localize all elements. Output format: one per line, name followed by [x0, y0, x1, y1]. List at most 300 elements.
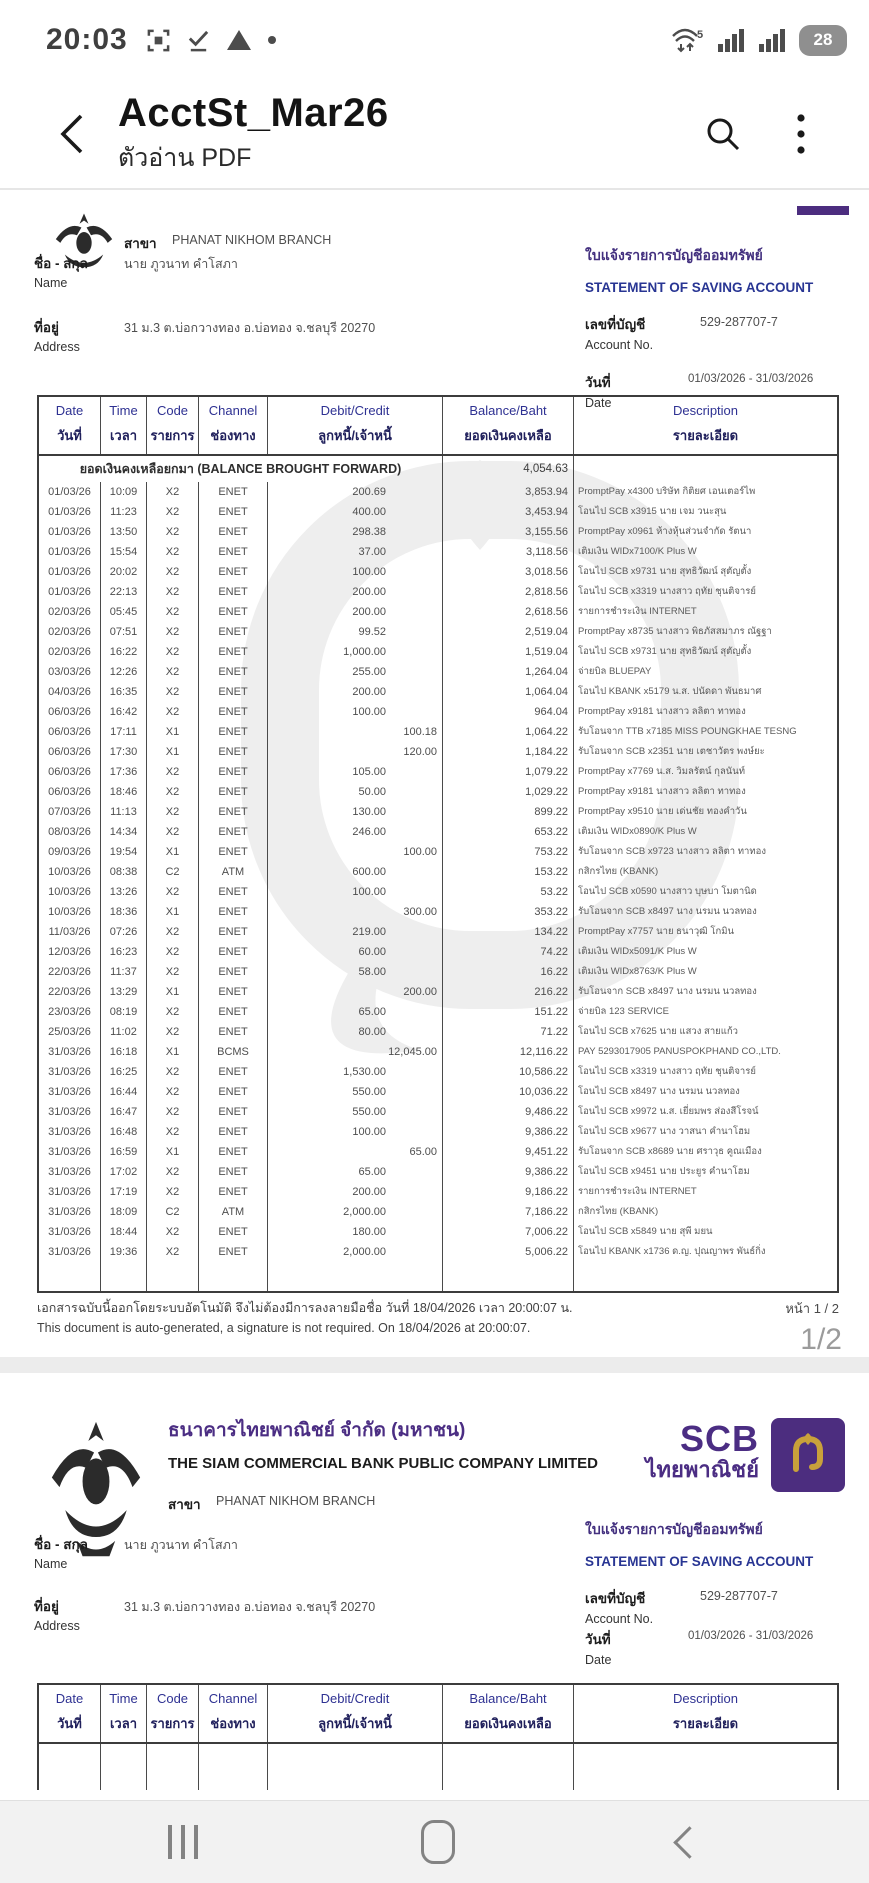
cell-description: จ่ายบิล BLUEPAY [578, 666, 652, 677]
cell-description: รายการชำระเงิน INTERNET [578, 1186, 697, 1197]
cell-code: X2 [147, 942, 199, 962]
table-row [39, 702, 837, 722]
cell-channel: ENET [199, 542, 268, 562]
cell-balance: 2,618.56 [443, 602, 574, 622]
branch-value: PHANAT NIKHOM BRANCH [172, 233, 332, 247]
cell-description: โอนไป SCB x3915 นาย เจม วนะสุน [578, 506, 727, 517]
table-row [39, 482, 837, 502]
cell-debit-credit: 100.00 [268, 702, 443, 722]
cell-time: 14:34 [101, 822, 147, 842]
branch-value: PHANAT NIKHOM BRANCH [216, 1494, 376, 1508]
cell-time: 11:02 [101, 1022, 147, 1042]
table-row [39, 1202, 837, 1222]
cell-balance: 1,184.22 [443, 742, 574, 762]
cell-time: 17:36 [101, 762, 147, 782]
cell-date: 23/03/26 [39, 1002, 101, 1022]
recents-button[interactable] [168, 1825, 198, 1859]
bank-name-th: ธนาคารไทยพาณิชย์ จำกัด (มหาชน) [168, 1420, 466, 1441]
col-time: Time เวลา [101, 397, 147, 454]
cell-time: 11:37 [101, 962, 147, 982]
cell-date: 31/03/26 [39, 1242, 101, 1262]
table-row [39, 1162, 837, 1182]
cell-time: 07:26 [101, 922, 147, 942]
cell-balance: 71.22 [443, 1022, 574, 1042]
nav-back-button[interactable] [673, 1826, 706, 1859]
date-range: 01/03/2026 - 31/03/2026 [688, 373, 814, 385]
cell-description: โอนไป SCB x3319 นางสาว ฤทัย ชุนติจารย์ [578, 586, 756, 597]
table-row [39, 1222, 837, 1242]
account-label-en: Account No. [585, 338, 654, 352]
cell-channel: ENET [199, 482, 268, 502]
android-nav-bar [0, 1800, 869, 1883]
table-row [39, 782, 837, 802]
document-title: AcctSt_Mar26 [118, 90, 389, 135]
cell-date: 11/03/26 [39, 922, 101, 942]
cell-balance: 1,029.22 [443, 782, 574, 802]
cell-code: X2 [147, 1162, 199, 1182]
cell-debit-credit: 100.00 [268, 842, 443, 862]
cell-code: X2 [147, 782, 199, 802]
cell-channel: ENET [199, 982, 268, 1002]
cell-channel: ENET [199, 1002, 268, 1022]
cell-channel: BCMS [199, 1042, 268, 1062]
cell-channel: ENET [199, 602, 268, 622]
date-range: 01/03/2026 - 31/03/2026 [688, 1630, 814, 1642]
table-row [39, 722, 837, 742]
status-bar [0, 0, 869, 80]
name-value: นาย ภูวนาท คำโสภา [124, 1538, 238, 1552]
cell-code: X2 [147, 642, 199, 662]
cell-balance: 134.22 [443, 922, 574, 942]
branch-label: สาขา [168, 1497, 201, 1512]
cell-debit-credit: 600.00 [268, 862, 443, 882]
branch-label: สาขา [124, 236, 157, 251]
cell-date: 01/03/26 [39, 482, 101, 502]
cell-code: X2 [147, 582, 199, 602]
pdf-page-1 [0, 190, 869, 1357]
cell-description: จ่ายบิล 123 SERVICE [578, 1006, 669, 1017]
cell-code: X2 [147, 802, 199, 822]
cell-channel: ENET [199, 1242, 268, 1262]
cell-date: 06/03/26 [39, 782, 101, 802]
cell-description: รายการชำระเงิน INTERNET [578, 606, 697, 617]
col-debit-credit: Debit/Credit ลูกหนี้/เจ้าหนี้ [268, 397, 443, 454]
table-row [39, 1022, 837, 1042]
cell-debit-credit: 219.00 [268, 922, 443, 942]
cell-description: PromptPay x9510 นาย เด่นชัย ทองคำวัน [578, 806, 747, 817]
cell-channel: ENET [199, 882, 268, 902]
col-code: Code รายการ [147, 1685, 199, 1742]
cell-description: รับโอนจาก SCB x8497 นาง นรมน นวลทอง [578, 986, 757, 997]
cell-time: 16:18 [101, 1042, 147, 1062]
col-description: Description รายละเอียด [672, 1691, 739, 1731]
table-row [39, 1002, 837, 1022]
cell-code: X2 [147, 562, 199, 582]
signal-bars-icon [758, 27, 786, 53]
cell-date: 03/03/26 [39, 662, 101, 682]
cell-date: 06/03/26 [39, 742, 101, 762]
cell-date: 01/03/26 [39, 542, 101, 562]
cell-channel: ATM [199, 862, 268, 882]
cell-date: 31/03/26 [39, 1102, 101, 1122]
cell-time: 18:36 [101, 902, 147, 922]
table-row [39, 1082, 837, 1102]
cell-balance: 10,036.22 [443, 1082, 574, 1102]
cell-date: 22/03/26 [39, 982, 101, 1002]
cell-debit-credit: 2,000.00 [268, 1202, 443, 1222]
table-row [39, 1142, 837, 1162]
cell-channel: ENET [199, 682, 268, 702]
bbf-balance: 4,054.63 [443, 456, 574, 482]
cell-date: 06/03/26 [39, 762, 101, 782]
table-row [39, 562, 837, 582]
cell-date: 10/03/26 [39, 862, 101, 882]
cell-description: PromptPay x0961 ห้างหุ้นส่วนจำกัด รัตนา [578, 526, 752, 537]
viewer-page-indicator: 1/2 [800, 1323, 842, 1356]
cell-description: รับโอนจาก SCB x2351 นาย เตชาวัตร พงษ์ยะ [578, 746, 765, 757]
cell-time: 13:26 [101, 882, 147, 902]
bank-name-en: THE SIAM COMMERCIAL BANK PUBLIC COMPANY LIMITED [168, 1455, 598, 1472]
cell-date: 07/03/26 [39, 802, 101, 822]
cell-code: C2 [147, 1202, 199, 1222]
cell-balance: 9,486.22 [443, 1102, 574, 1122]
cell-time: 13:29 [101, 982, 147, 1002]
col-time: Time เวลา [101, 1685, 147, 1742]
cell-time: 12:26 [101, 662, 147, 682]
cell-time: 16:25 [101, 1062, 147, 1082]
col-code: Code รายการ [147, 397, 199, 454]
cell-channel: ENET [199, 1122, 268, 1142]
table-row [39, 742, 837, 762]
cell-debit-credit: 65.00 [268, 1142, 443, 1162]
cell-channel: ENET [199, 1022, 268, 1042]
cell-date: 12/03/26 [39, 942, 101, 962]
name-label-en: Name [34, 1557, 68, 1571]
cell-code: X2 [147, 922, 199, 942]
battery-indicator: 28 [799, 25, 847, 56]
name-label-th: ชื่อ - สกุล [34, 1537, 88, 1552]
cell-description: โอนไป SCB x0590 นางสาว บุษบา โมตานิด [578, 886, 757, 897]
cell-balance: 9,451.22 [443, 1142, 574, 1162]
cell-time: 17:30 [101, 742, 147, 762]
cell-description: PromptPay x7757 นาย ธนาวุฒิ โกมิน [578, 926, 734, 937]
cell-description: โอนไป SCB x8497 นาง นรมน นวลทอง [578, 1086, 740, 1097]
cell-date: 31/03/26 [39, 1142, 101, 1162]
cell-code: X1 [147, 842, 199, 862]
cell-code: X2 [147, 702, 199, 722]
cell-description: PromptPay x7769 น.ส. วิมลรัตน์ กุลนันท์ [578, 766, 746, 777]
date-label-th: วันที่ [585, 1632, 611, 1647]
table-row [39, 802, 837, 822]
cell-time: 13:50 [101, 522, 147, 542]
cell-time: 22:13 [101, 582, 147, 602]
cell-description: เติมเงิน WIDx0890/K Plus W [578, 826, 697, 837]
name-label-en: Name [34, 276, 68, 290]
cell-debit-credit: 300.00 [268, 902, 443, 922]
back-chevron-icon [59, 112, 85, 156]
table-header-row [39, 397, 837, 456]
cell-date: 02/03/26 [39, 642, 101, 662]
address-value: 31 ม.3 ต.บ่อกวางทอง อ.บ่อทอง จ.ชลบุรี 20270 [124, 1600, 376, 1614]
cell-description: PromptPay x8735 นางสาว พิธภัสสมาภร ณัฐฐา [578, 626, 772, 637]
cell-balance: 1,064.22 [443, 722, 574, 742]
cell-balance: 3,453.94 [443, 502, 574, 522]
statement-title-en: STATEMENT OF SAVING ACCOUNT [585, 1554, 814, 1569]
statement-title-th: ใบแจ้งรายการบัญชีออมทรัพย์ [585, 247, 763, 263]
cell-date: 01/03/26 [39, 562, 101, 582]
cell-description: โอนไป SCB x9731 นาย สุทธิวัฒน์ สุตัญตั้ง [578, 566, 752, 577]
table-row [39, 642, 837, 662]
cell-description: โอนไป SCB x9731 นาย สุทธิวัฒน์ สุตัญตั้ง [578, 646, 752, 657]
cell-time: 18:09 [101, 1202, 147, 1222]
cell-balance: 7,006.22 [443, 1222, 574, 1242]
cell-channel: ENET [199, 1222, 268, 1242]
cell-description: โอนไป SCB x9677 นาง วาสนา คำนาโฮม [578, 1126, 751, 1137]
cell-code: X2 [147, 662, 199, 682]
cell-balance: 53.22 [443, 882, 574, 902]
cell-debit-credit: 200.00 [268, 602, 443, 622]
cell-debit-credit: 298.38 [268, 522, 443, 542]
auto-generated-note-th: เอกสารฉบับนี้ออกโดยระบบอัตโนมัติ จึงไม่ต้องมีการลงลายมือชื่อ วันที่ 18/04/2026 เวลา 20:00:07 น. [37, 1301, 573, 1315]
cell-debit-credit: 246.00 [268, 822, 443, 842]
cell-debit-credit: 65.00 [268, 1162, 443, 1182]
cell-date: 06/03/26 [39, 722, 101, 742]
cell-channel: ENET [199, 702, 268, 722]
cell-date: 25/03/26 [39, 1022, 101, 1042]
cell-balance: 9,386.22 [443, 1162, 574, 1182]
cell-time: 10:09 [101, 482, 147, 502]
scb-logo-cropped [797, 206, 849, 215]
cell-description: โอนไป KBANK x5179 น.ส. ปนัดดา พันธมาศ [578, 686, 762, 697]
cell-code: X2 [147, 1122, 199, 1142]
cell-channel: ENET [199, 782, 268, 802]
cell-debit-credit: 200.69 [268, 482, 443, 502]
warning-icon [226, 28, 252, 52]
cell-description: โอนไป SCB x7625 นาย แสวง สายแก้ว [578, 1026, 738, 1037]
document-title-block [118, 91, 389, 178]
col-balance: Balance/Baht ยอดเงินคงเหลือ [443, 1685, 574, 1742]
table-row [39, 522, 837, 542]
cell-channel: ENET [199, 1142, 268, 1162]
cell-code: X2 [147, 1002, 199, 1022]
cell-channel: ATM [199, 1202, 268, 1222]
cell-code: X2 [147, 1062, 199, 1082]
cell-channel: ENET [199, 742, 268, 762]
cell-description: เติมเงิน WIDx7100/K Plus W [578, 546, 697, 557]
table-row [39, 662, 837, 682]
cell-channel: ENET [199, 1062, 268, 1082]
col-channel: Channel ช่องทาง [199, 1685, 268, 1742]
statement-title-en: STATEMENT OF SAVING ACCOUNT [585, 280, 814, 295]
transactions-table [37, 395, 839, 1293]
app-name: ตัวอ่าน PDF [118, 143, 252, 172]
cell-time: 16:44 [101, 1082, 147, 1102]
cell-channel: ENET [199, 1182, 268, 1202]
cell-time: 11:23 [101, 502, 147, 522]
signal-bars-icon [717, 27, 745, 53]
cell-date: 04/03/26 [39, 682, 101, 702]
cell-balance: 3,853.94 [443, 482, 574, 502]
cell-time: 18:46 [101, 782, 147, 802]
cell-code: X2 [147, 622, 199, 642]
cell-channel: ENET [199, 722, 268, 742]
cell-balance: 1,264.04 [443, 662, 574, 682]
cell-debit-credit: 12,045.00 [268, 1042, 443, 1062]
cell-code: X2 [147, 1082, 199, 1102]
cell-description: โอนไป KBANK x1736 ด.ญ. ปุณญาพร พันธ์กิ่ง [578, 1246, 766, 1257]
cell-balance: 74.22 [443, 942, 574, 962]
cell-date: 01/03/26 [39, 582, 101, 602]
cell-date: 10/03/26 [39, 902, 101, 922]
table-row [39, 982, 837, 1002]
pdf-viewer-scroll-area[interactable] [0, 190, 869, 1800]
date-label-th: วันที่ [585, 375, 611, 390]
cell-balance: 2,519.04 [443, 622, 574, 642]
dot-icon [267, 35, 277, 45]
cell-balance: 153.22 [443, 862, 574, 882]
cell-code: X2 [147, 482, 199, 502]
app-bar [0, 80, 869, 188]
cell-description: รับโอนจาก SCB x8497 นาง นรมน นวลทอง [578, 906, 757, 917]
cell-balance: 10,586.22 [443, 1062, 574, 1082]
table-row [39, 1042, 837, 1062]
page-number-label: หน้า 1 / 2 [785, 1301, 839, 1316]
appbar-actions [703, 113, 869, 155]
cell-time: 07:51 [101, 622, 147, 642]
cell-date: 31/03/26 [39, 1062, 101, 1082]
table-row [39, 942, 837, 962]
cell-balance: 3,155.56 [443, 522, 574, 542]
cell-channel: ENET [199, 762, 268, 782]
cell-date: 02/03/26 [39, 602, 101, 622]
transactions-table-page2 [37, 1683, 839, 1790]
cell-balance: 2,818.56 [443, 582, 574, 602]
cell-time: 11:13 [101, 802, 147, 822]
cell-balance: 1,519.04 [443, 642, 574, 662]
cell-channel: ENET [199, 642, 268, 662]
table-body [39, 482, 837, 1262]
cell-time: 19:54 [101, 842, 147, 862]
cell-channel: ENET [199, 942, 268, 962]
table-row [39, 922, 837, 942]
cell-code: X2 [147, 602, 199, 622]
cell-code: X1 [147, 1042, 199, 1062]
table-row [39, 1122, 837, 1142]
back-button[interactable] [52, 104, 92, 164]
table-row [39, 882, 837, 902]
cell-channel: ENET [199, 582, 268, 602]
cell-code: X2 [147, 522, 199, 542]
cell-debit-credit: 99.52 [268, 622, 443, 642]
cell-description: PAY 5293017905 PANUSPOKPHAND CO.,LTD. [578, 1046, 781, 1057]
empty-table-body [39, 1744, 837, 1790]
address-value: 31 ม.3 ต.บ่อกวางทอง อ.บ่อทอง จ.ชลบุรี 20270 [124, 321, 376, 335]
date-label-en: Date [585, 1653, 612, 1667]
status-left-icons [146, 28, 277, 53]
cell-channel: ENET [199, 522, 268, 542]
cell-debit-credit: 1,530.00 [268, 1062, 443, 1082]
cell-time: 16:59 [101, 1142, 147, 1162]
cell-code: X1 [147, 902, 199, 922]
cell-debit-credit: 120.00 [268, 742, 443, 762]
table-row [39, 622, 837, 642]
cell-balance: 216.22 [443, 982, 574, 1002]
table-row [39, 1102, 837, 1122]
search-icon[interactable] [703, 114, 743, 154]
table-row [39, 602, 837, 622]
cell-code: X2 [147, 762, 199, 782]
home-button[interactable] [421, 1820, 455, 1864]
cell-time: 19:36 [101, 1242, 147, 1262]
cell-balance: 353.22 [443, 902, 574, 922]
cell-code: X1 [147, 1142, 199, 1162]
cell-debit-credit: 100.00 [268, 562, 443, 582]
cell-date: 09/03/26 [39, 842, 101, 862]
name-value: นาย ภูวนาท คำโสภา [124, 257, 238, 271]
cell-description: โอนไป SCB x9972 น.ส. เยี่ยมพร ส่องสีโรจน์ [578, 1106, 759, 1117]
account-label-th: เลขที่บัญชี [585, 317, 646, 332]
cell-date: 31/03/26 [39, 1042, 101, 1062]
table-row [39, 502, 837, 522]
cell-debit-credit: 130.00 [268, 802, 443, 822]
account-number: 529-287707-7 [700, 315, 778, 329]
cell-time: 18:44 [101, 1222, 147, 1242]
cell-balance: 151.22 [443, 1002, 574, 1022]
cell-debit-credit: 400.00 [268, 502, 443, 522]
cell-debit-credit: 200.00 [268, 1182, 443, 1202]
address-label-th: ที่อยู่ [34, 1599, 59, 1614]
cell-time: 16:42 [101, 702, 147, 722]
cell-debit-credit: 255.00 [268, 662, 443, 682]
kebab-menu-icon[interactable] [795, 113, 807, 155]
cell-debit-credit: 58.00 [268, 962, 443, 982]
account-label-en: Account No. [585, 1612, 654, 1626]
cell-time: 16:35 [101, 682, 147, 702]
name-label-th: ชื่อ - สกุล [34, 256, 88, 271]
cell-debit-credit: 180.00 [268, 1222, 443, 1242]
cell-description: รับโอนจาก SCB x9723 นางสาว ลลิตา ทาทอง [578, 846, 766, 857]
table-row [39, 902, 837, 922]
cell-balance: 9,186.22 [443, 1182, 574, 1202]
table-row [39, 962, 837, 982]
cell-debit-credit: 200.00 [268, 682, 443, 702]
cell-channel: ENET [199, 662, 268, 682]
cell-debit-credit: 550.00 [268, 1102, 443, 1122]
svg-text:5: 5 [697, 29, 704, 41]
address-label-th: ที่อยู่ [34, 320, 59, 335]
cell-debit-credit: 2,000.00 [268, 1242, 443, 1262]
cell-date: 31/03/26 [39, 1122, 101, 1142]
cell-description: รับโอนจาก TTB x7185 MISS POUNGKHAE TESNG [578, 726, 797, 737]
cell-debit-credit: 60.00 [268, 942, 443, 962]
cell-channel: ENET [199, 1102, 268, 1122]
cell-channel: ENET [199, 902, 268, 922]
cell-code: X2 [147, 1242, 199, 1262]
cell-balance: 16.22 [443, 962, 574, 982]
cell-code: X1 [147, 722, 199, 742]
date-label-en: Date [585, 396, 612, 410]
cell-balance: 3,118.56 [443, 542, 574, 562]
clock: 20:03 [46, 23, 128, 56]
auto-generated-note-en: This document is auto-generated, a signature is not required. On 18/04/2026 at 20:00:07. [37, 1321, 531, 1335]
cell-description: PromptPay x9181 นางสาว ลลิตา ทาทอง [578, 786, 746, 797]
cell-debit-credit: 200.00 [268, 982, 443, 1002]
cell-balance: 899.22 [443, 802, 574, 822]
scb-symbol [771, 1418, 845, 1492]
cell-description: เติมเงิน WIDx8763/K Plus W [578, 966, 697, 977]
pdf-page-2 [0, 1373, 869, 1800]
table-row [39, 862, 837, 882]
